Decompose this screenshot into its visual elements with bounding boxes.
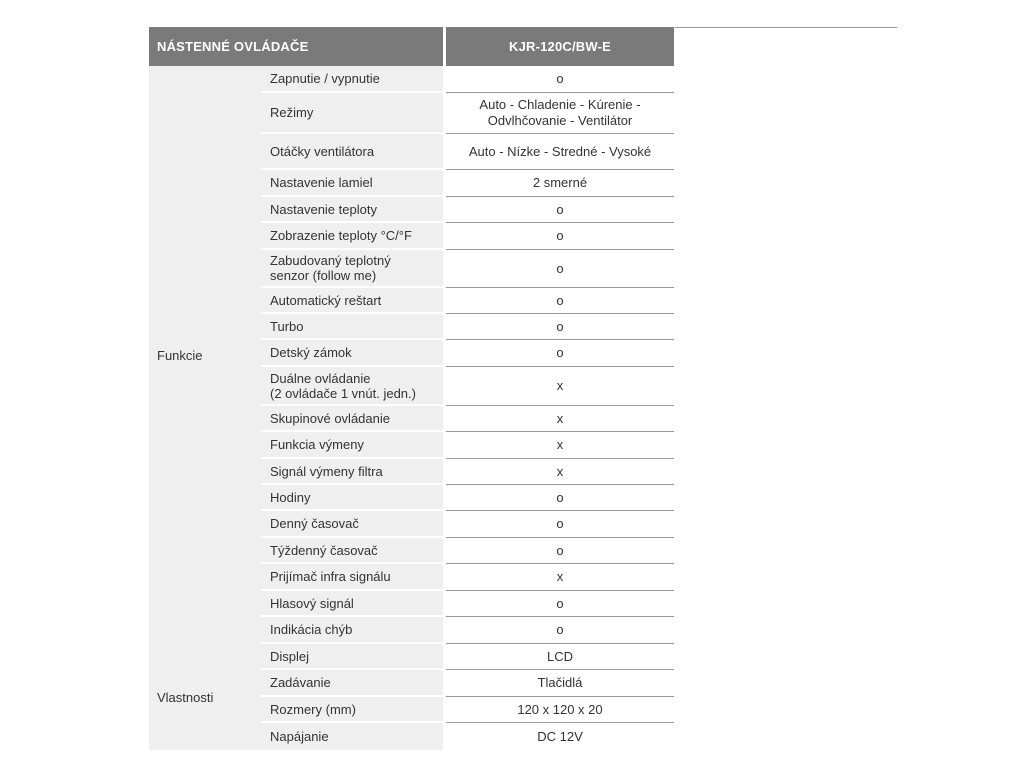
table-row	[149, 644, 674, 670]
feature-label: Nastavenie lamiel	[261, 170, 446, 197]
feature-label: Hlasový signál	[261, 591, 446, 617]
feature-value: x	[446, 459, 674, 485]
feature-label: Skupinové ovládanie	[261, 406, 446, 432]
feature-label: Otáčky ventilátora	[261, 134, 446, 170]
feature-label: Nastavenie teploty	[261, 197, 446, 223]
feature-value: o	[446, 66, 674, 93]
feature-value: LCD	[446, 644, 674, 670]
feature-value: x	[446, 564, 674, 591]
feature-value: o	[446, 340, 674, 367]
feature-label: Automatický reštart	[261, 288, 446, 314]
feature-label: Turbo	[261, 314, 446, 340]
feature-label: Zapnutie / vypnutie	[261, 66, 446, 93]
value-line: Auto - Chladenie - Kúrenie -	[479, 97, 641, 112]
spec-table	[149, 27, 674, 750]
feature-label: Režimy	[261, 93, 446, 134]
feature-line: Zabudovaný teplotný	[270, 253, 391, 268]
feature-value: o	[446, 591, 674, 617]
feature-label: Signál výmeny filtra	[261, 459, 446, 485]
feature-value: o	[446, 197, 674, 223]
feature-label: Týždenný časovač	[261, 538, 446, 564]
feature-line: (2 ovládače 1 vnút. jedn.)	[270, 385, 416, 401]
feature-label: Prijímač infra signálu	[261, 564, 446, 591]
feature-label: Funkcia výmeny	[261, 432, 446, 459]
header-model: KJR-120C/BW-E	[446, 27, 674, 66]
feature-label: Detský zámok	[261, 340, 446, 367]
feature-label: Zadávanie	[261, 670, 446, 697]
header-category: NÁSTENNÉ OVLÁDAČE	[149, 27, 446, 66]
feature-value: o	[446, 314, 674, 340]
feature-label	[261, 367, 446, 406]
feature-label: Hodiny	[261, 485, 446, 511]
feature-value: o	[446, 617, 674, 644]
feature-value: o	[446, 250, 674, 288]
feature-value: x	[446, 432, 674, 459]
feature-label	[261, 250, 446, 288]
feature-value: x	[446, 367, 674, 406]
feature-value: Tlačidlá	[446, 670, 674, 697]
feature-value	[446, 93, 674, 134]
feature-label: Indikácia chýb	[261, 617, 446, 644]
feature-value: o	[446, 511, 674, 538]
feature-value: o	[446, 288, 674, 314]
feature-value: 2 smerné	[446, 170, 674, 197]
top-divider-line	[675, 27, 897, 28]
value-line: Odvlhčovanie - Ventilátor	[487, 113, 633, 128]
feature-label: Napájanie	[261, 723, 446, 750]
feature-label: Displej	[261, 644, 446, 670]
feature-label: Rozmery (mm)	[261, 697, 446, 723]
feature-value: o	[446, 485, 674, 511]
table-row	[149, 66, 674, 93]
feature-value: Auto - Nízke - Stredné - Vysoké	[446, 134, 674, 170]
feature-label: Zobrazenie teploty °C/°F	[261, 223, 446, 250]
group-label-vlastnosti: Vlastnosti	[149, 644, 261, 750]
feature-value: o	[446, 538, 674, 564]
feature-value: x	[446, 406, 674, 432]
feature-value: DC 12V	[446, 723, 674, 750]
feature-value: 120 x 120 x 20	[446, 697, 674, 723]
feature-line: Duálne ovládanie	[270, 370, 371, 386]
feature-label: Denný časovač	[261, 511, 446, 538]
feature-value: o	[446, 223, 674, 250]
table-header-row	[149, 27, 674, 66]
group-label-funkcie: Funkcie	[149, 66, 261, 644]
feature-line: senzor (follow me)	[270, 268, 377, 283]
